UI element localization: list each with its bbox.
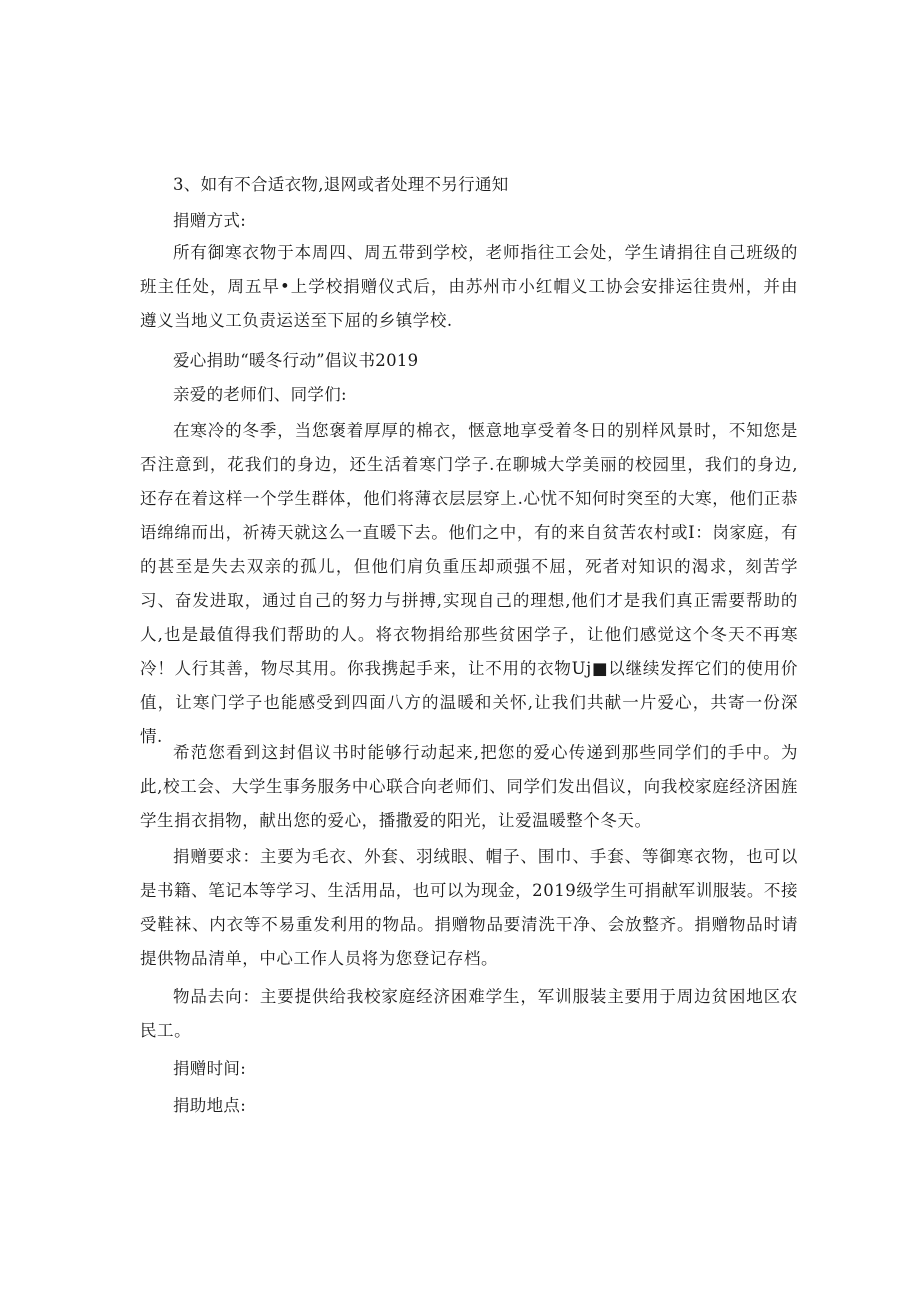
donation-method-label: 捐赠方式:: [173, 211, 247, 230]
salutation: 亲爱的老师们、同学们:: [173, 385, 347, 404]
paragraph-3: [140, 840, 798, 976]
item-3-text: 3、如有不合适衣物,退网或者处理不另行通知: [173, 175, 509, 194]
donation-place-label: 捐助地点:: [173, 1096, 247, 1115]
paragraph-1: [140, 414, 798, 754]
paragraph-4: [140, 980, 798, 1048]
document-title: 爱心捐助“暖冬行动”倡议书2019: [173, 351, 419, 370]
paragraph-2: [140, 736, 798, 838]
paragraph-2-text: 希范您看到这封倡议书时能够行动起来,把您的爱心传递到那些同学们的手中。为此,校工会、大学生事务服务中心联合向老师们、同学们发出倡议，向我校家庭经济困旌学生捐衣捐物，献出您的爱心，播撒爱的阳光，让爱温暖整个冬天。: [140, 743, 798, 830]
paragraph-3-text: 捐赠要求：主要为毛衣、外套、羽绒眼、帽子、围巾、手套、等御寒衣物，也可以是书籍、笔记本等学习、生活用品，也可以为现金，2019级学生可捐献军训服装。不接受鞋袜、内衣等不易重发利用的物品。捐赠物品要清洗干净、会放整齐。捐赠物品时请提供物品清单，中心工作人员将为您登记存档。: [140, 847, 798, 968]
donation-method-text: 所有御寒衣物于本周四、周五带到学校，老师指往工会处，学生请捐往自己班级的班主任处，周五早•上学校捐赠仪式后，由苏州市小红帽义工协会安排运往贵州，并由遵义当地义工负责运送至下屈的乡镇学校.: [140, 243, 798, 330]
paragraph-1-text: 在寒冷的冬季，当您褒着厚厚的棉衣，惬意地享受着冬日的别样风景时，不知您是否注意到，花我们的身边，还生活着寒门学子.在聊城大学美丽的校园里，我们的身边,还存在着这样一个学生群体，他们将薄衣层层穿上.心忧不知何时突至的大寒，他们正恭语绵绵而出，祈祷天就这么一直暖下去。他们之中，有的来自贫苦农村或I：岗家庭，有的甚至是失去双亲的孤儿，但他们肩负重压却顽强不屈，死者对知识的渴求，刻苦学习、奋发进取，通过自己的努力与拼搏,实现自己的理想,他们才是我们真正需要帮助的人,也是最值得我们帮助的人。将衣物捐给那些贫困学子，让他们感觉这个冬天不再寒冷！人行其善，物尽其用。你我携起手来，让不用的衣物Uj■以继续发挥它们的使用价值，让寒门学子也能感受到四面八方的温暖和关怀,让我们共献一片爱心，共寄一份深情.: [140, 421, 798, 746]
donation-time-label: 捐赠时间:: [173, 1059, 247, 1078]
paragraph-4-text: 物品去向：主要提供给我校家庭经济困难学生，军训服装主要用于周边贫困地区农民工。: [140, 987, 798, 1040]
donation-method-paragraph: [140, 236, 798, 338]
